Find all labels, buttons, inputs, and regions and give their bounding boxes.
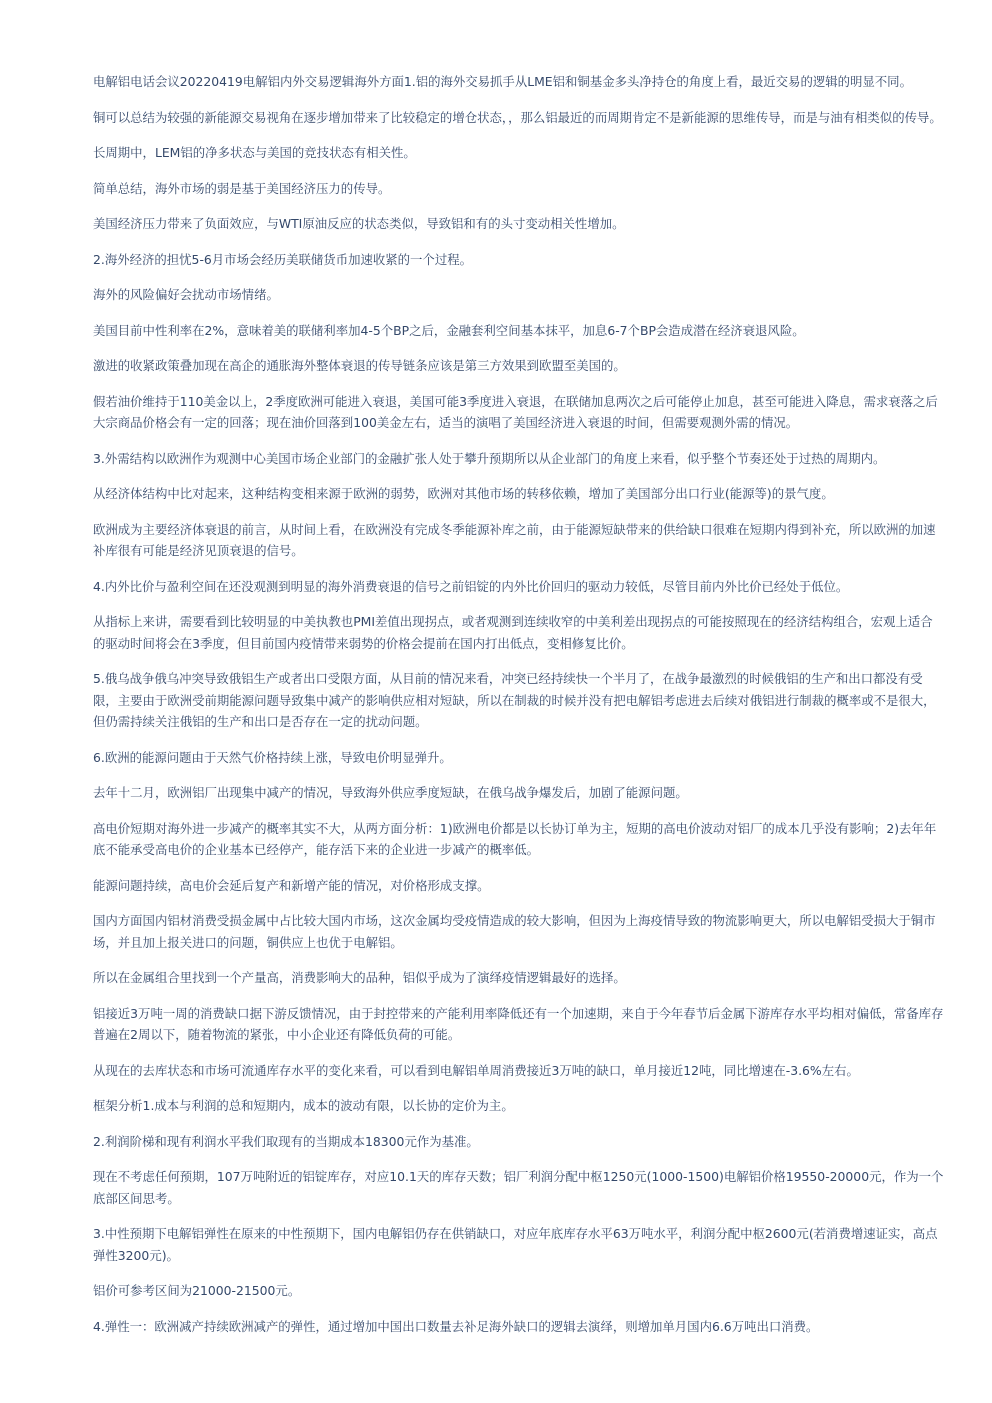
paragraph-13: 欧洲成为主要经济体衰退的前言，从时间上看，在欧洲没有完成冬季能源补库之前，由于能源短缺带来的供给缺口很难在短期内得到补充，所以欧洲的加速补库很有可能是经济见顶衰退的信号。 bbox=[93, 521, 936, 558]
paragraph-20: 能源问题持续，高电价会延后复产和新增产能的情况，对价格形成支撑。 bbox=[93, 877, 490, 893]
paragraph-5: 美国经济压力带来了负面效应，与WTI原油反应的状态类似，导致铝和有的头寸变动相关性增加。 bbox=[93, 216, 625, 231]
paragraph-17: 6.欧洲的能源问题由于天然气价格持续上涨，导致电价明显弹升。 bbox=[93, 749, 452, 765]
paragraph-18: 去年十二月，欧洲铝厂出现集中减产的情况，导致海外供应季度短缺，在俄乌战争爆发后，加剧了能源问题。 bbox=[93, 785, 688, 800]
paragraph-3: 长周期中，LEM铝的净多状态与美国的竞技状态有相关性。 bbox=[93, 145, 416, 160]
paragraph-28: 3.中性预期下电解铝弹性在原来的中性预期下，国内电解铝仍存在供销缺口，对应年底库存水平63万吨水平，利润分配中枢2600元(若消费增速证实，高点弹性3200元)。 bbox=[93, 1226, 938, 1263]
paragraph-2: 铜可以总结为较强的新能源交易视角在逐步增加带来了比较稳定的增仓状态，，那么铝最近的而周期肯定不是新能源的思维传导，而是与油有相类似的传导。 bbox=[93, 109, 942, 125]
paragraph-1: 电解铝电话会议20220419电解铝内外交易逻辑海外方面1.铝的海外交易抓手从LME铝和铜基金多头净持仓的角度上看，最近交易的逻辑的明显不同。 bbox=[93, 74, 912, 89]
paragraph-30: 4.弹性一：欧洲减产持续欧洲减产的弹性，通过增加中国出口数量去补足海外缺口的逻辑去演绎，则增加单月国内6.6万吨出口消费。 bbox=[93, 1318, 819, 1334]
paragraph-10: 假若油价维持于110美金以上，2季度欧洲可能进入衰退，美国可能3季度进入衰退，在联储加息两次之后可能停止加息，甚至可能进入降息，需求衰落之后大宗商品价格会有一定的回落；现在油价回落到100美金左右，适当的演唱了美国经济进入衰退的时间，但需要观测外需的情况。 bbox=[93, 393, 938, 430]
paragraph-6: 2.海外经济的担忧5-6月市场会经历美联储货币加速收紧的一个过程。 bbox=[93, 251, 472, 267]
paragraph-25: 框架分析1.成本与利润的总和短期内，成本的波动有限，以长协的定价为主。 bbox=[93, 1098, 514, 1113]
paragraph-8: 美国目前中性利率在2%，意味着美的联储利率加4-5个BP之后，金融套利空间基本抹平，加息6-7个BP会造成潜在经济衰退风险。 bbox=[93, 322, 805, 338]
paragraph-29: 铝价可参考区间为21000-21500元。 bbox=[93, 1283, 301, 1298]
paragraph-22: 所以在金属组合里找到一个产量高，消费影响大的品种，铝似乎成为了演绎疫情逻辑最好的选择。 bbox=[93, 970, 626, 985]
paragraph-19: 高电价短期对海外进一步减产的概率其实不大，从两方面分析：1)欧洲电价都是以长协订单为主，短期的高电价波动对铝厂的成本几乎没有影响；2)去年年底不能承受高电价的企业基本已经停产，能存活下来的企业进一步减产的概率低。 bbox=[93, 820, 937, 857]
paragraph-21: 国内方面国内铝材消费受损金属中占比较大国内市场，这次金属均受疫情造成的较大影响，但因为上海疫情导致的物流影响更大，所以电解铝受损大于铜市场，并且加上报关进口的问题，铜供应上也优于电解铝。 bbox=[93, 913, 936, 950]
paragraph-26: 2.利润阶梯和现有利润水平我们取现有的当期成本18300元作为基准。 bbox=[93, 1133, 479, 1149]
paragraph-27: 现在不考虑任何预期，107万吨附近的铝锭库存，对应10.1天的库存天数；铝厂利润分配中枢1250元(1000-1500)电解铝价格19550-20000元，作为一个底部区间思考。 bbox=[93, 1169, 944, 1206]
paragraph-9: 激进的收紧政策叠加现在高企的通胀海外整体衰退的传导链条应该是第三方效果到欧盟至美国的。 bbox=[93, 358, 626, 373]
paragraph-24: 从现在的去库状态和市场可流通库存水平的变化来看，可以看到电解铝单周消费接近3万吨的缺口，单月接近12吨，同比增速在-3.6%左右。 bbox=[93, 1062, 859, 1078]
paragraph-14: 4.内外比价与盈利空间在还没观测到明显的海外消费衰退的信号之前铝锭的内外比价回归的驱动力较低，尽管目前内外比价已经处于低位。 bbox=[93, 578, 849, 594]
paragraph-23: 铝接近3万吨一周的消费缺口据下游反馈情况，由于封控带来的产能利用率降低还有一个加速期，来自于今年春节后金属下游库存水平均相对偏低，常备库存普遍在2周以下，随着物流的紧张，中小企业还有降低负荷的可能。 bbox=[93, 1005, 944, 1042]
paragraph-15: 从指标上来讲，需要看到比较明显的中美执教也PMI差值出现拐点，或者观测到连续收窄的中美利差出现拐点的可能按照现在的经济结构组合，宏观上适合的驱动时间将会在3季度，但目前国内疫情带来弱势的价格会提前在国内打出低点，变相修复比价。 bbox=[93, 614, 933, 651]
paragraph-4: 简单总结，海外市场的弱是基于美国经济压力的传导。 bbox=[93, 180, 391, 196]
paragraph-11: 3.外需结构以欧洲作为观测中心美国市场企业部门的金融扩张人处于攀升预期所以从企业部门的角度上来看，似乎整个节奏还处于过热的周期内。 bbox=[93, 450, 886, 466]
paragraph-7: 海外的风险偏好会扰动市场情绪。 bbox=[93, 287, 279, 302]
paragraph-16: 5.俄乌战争俄乌冲突导致俄铝生产或者出口受限方面，从目前的情况来看，冲突已经持续快一个半月了，在战争最激烈的时候俄铝的生产和出口都没有受限，主要由于欧洲受前期能源问题导致集中减产的影响供应相对短缺，所以在制裁的时候并没有把电解铝考虑进去后续对俄铝进行制裁的概率或不是很大，但仍需持续关注俄铝的生产和出口是否存在一定的扰动问题。 bbox=[93, 671, 936, 729]
paragraph-12: 从经济体结构中比对起来，这种结构变相来源于欧洲的弱势，欧洲对其他市场的转移依赖，增加了美国部分出口行业(能源等)的景气度。 bbox=[93, 486, 834, 501]
